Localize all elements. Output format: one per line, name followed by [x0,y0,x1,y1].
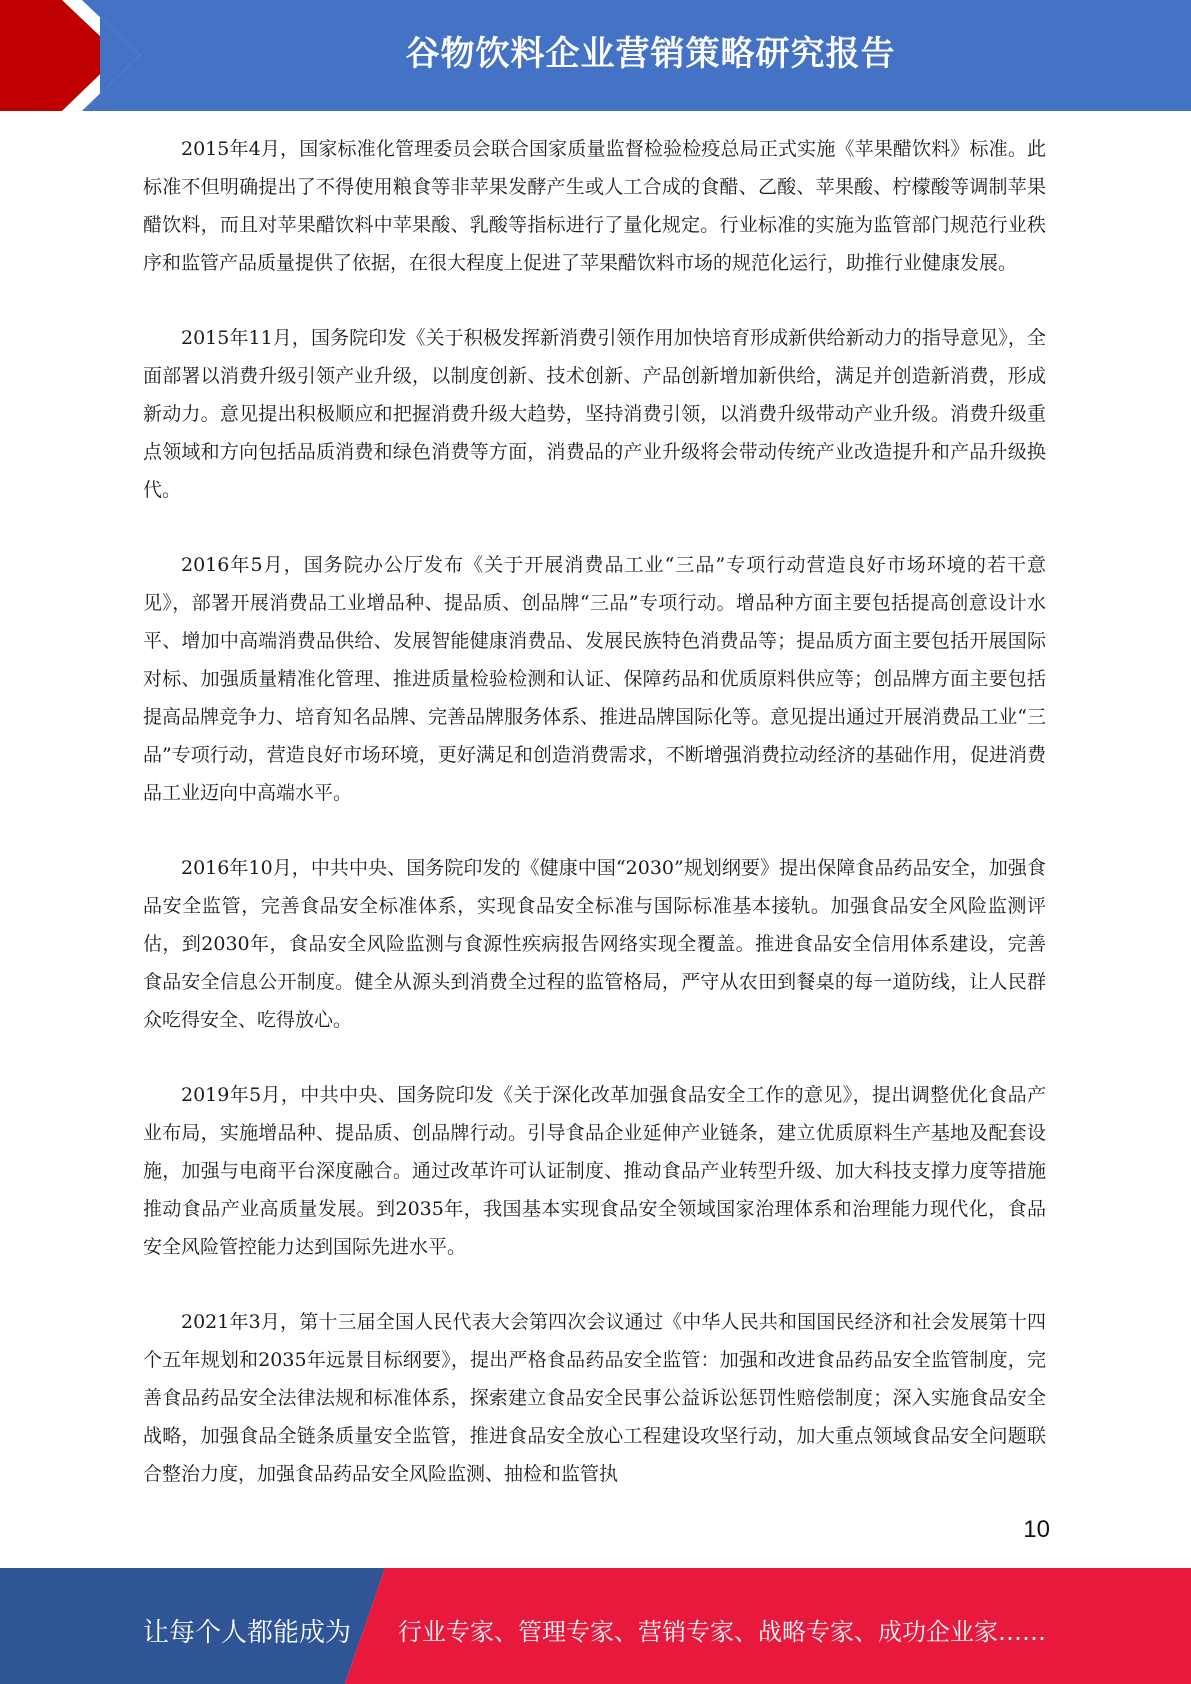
header-chevron-decoration [0,0,160,111]
paragraph: 2015年11月，国务院印发《关于积极发挥新消费引领作用加快培育形成新供给新动力的指导意见》，全面部署以消费升级引领产业升级，以制度创新、技术创新、产品创新增加新供给，满足并创造新消费，形成新动力。意见提出积极顺应和把握消费升级大趋势，坚持消费引领，以消费升级带动产业升级。消费升级重点领域和方向包括品质消费和绿色消费等方面，消费品的产业升级将会带动传统产业改造提升和产品升级换代。 [143,327,1046,501]
header-band [0,0,1191,111]
report-body [143,130,1046,1530]
paragraph: 2015年4月，国家标准化管理委员会联合国家质量监督检验检疫总局正式实施《苹果醋饮料》标准。此标准不但明确提出了不得使用粮食等非苹果发酵产生或人工合成的食醋、乙酸、苹果酸、柠檬酸等调制苹果醋饮料，而且对苹果醋饮料中苹果酸、乳酸等指标进行了量化规定。行业标准的实施为监管部门规范行业秩序和监管产品质量提供了依据，在很大程度上促进了苹果醋饮料市场的规范化运行，助推行业健康发展。 [143,138,1046,274]
footer-slogan-right: 行业专家、管理专家、营销专家、战略专家、成功企业家…… [398,1618,1046,1646]
footer-slogan-left: 让每个人都能成为 [143,1618,352,1648]
paragraph: 2016年5月，国务院办公厅发布《关于开展消费品工业“三品”专项行动营造良好市场环境的若干意见》，部署开展消费品工业增品种、提品质、创品牌“三品”专项行动。增品种方面主要包括提高创意设计水平、增加中高端消费品供给、发展智能健康消费品、发展民族特色消费品等；提品质方面主要包括开展国际对标、加强质量精准化管理、推进质量检验检测和认证、保障药品和优质原料供应等；创品牌方面主要包括提高品牌竞争力、培育知名品牌、完善品牌服务体系、推进品牌国际化等。意见提出通过开展消费品工业“三品”专项行动，营造良好市场环境，更好满足和创造消费需求，不断增强消费拉动经济的基础作用，促进消费品工业迈向中高端水平。 [143,554,1046,804]
paragraph: 2021年3月，第十三届全国人民代表大会第四次会议通过《中华人民共和国国民经济和社会发展第十四个五年规划和2035年远景目标纲要》，提出严格食品药品安全监管：加强和改进食品药品安全监管制度，完善食品药品安全法律法规和标准体系，探索建立食品安全民事公益诉讼惩罚性赔偿制度；深入实施食品安全战略，加强食品全链条质量安全监管，推进食品安全放心工程建设攻坚行动，加大重点领域食品安全问题联合整治力度，加强食品药品安全风险监测、抽检和监管执 [143,1311,1046,1485]
paragraph: 2019年5月，中共中央、国务院印发《关于深化改革加强食品安全工作的意见》，提出调整优化食品产业布局，实施增品种、提品质、创品牌行动。引导食品企业延伸产业链条，建立优质原料生产基地及配套设施，加强与电商平台深度融合。通过改革许可认证制度、推动食品产业转型升级、加大科技支撑力度等措施推动食品产业高质量发展。到2035年，我国基本实现食品安全领域国家治理体系和治理能力现代化，食品安全风险管控能力达到国际先进水平。 [143,1084,1046,1258]
footer-banner [0,1568,1191,1684]
report-title: 谷物饮料企业营销策略研究报告 [405,34,896,74]
page-number: 10 [1023,1516,1050,1543]
paragraph: 2016年10月，中共中央、国务院印发的《健康中国“2030”规划纲要》提出保障食品药品安全，加强食品安全监管，完善食品安全标准体系，实现食品安全标准与国际标准基本接轨。加强食品安全风险监测评估，到2030年，食品安全风险监测与食源性疾病报告网络实现全覆盖。推进食品安全信用体系建设，完善食品安全信息公开制度。健全从源头到消费全过程的监管格局，严守从农田到餐桌的每一道防线，让人民群众吃得安全、吃得放心。 [143,857,1046,1031]
